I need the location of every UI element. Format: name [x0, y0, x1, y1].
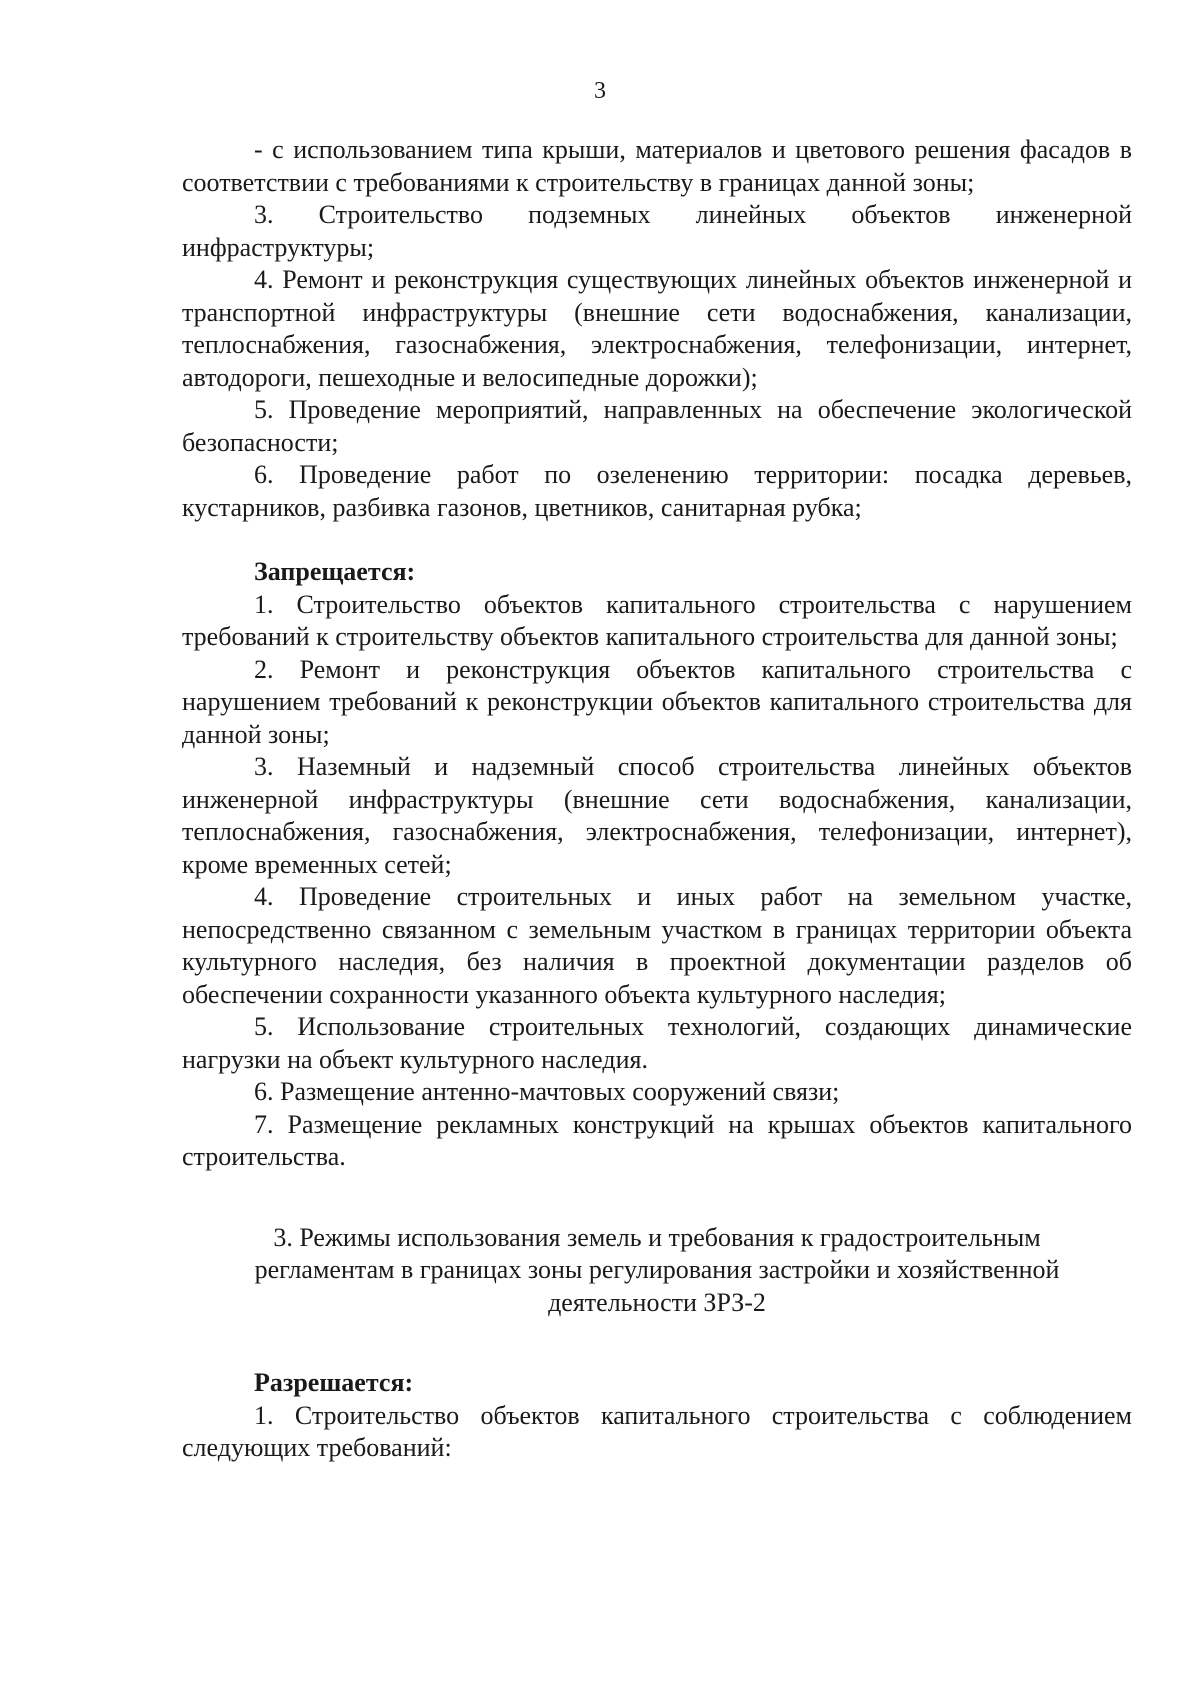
spacer — [182, 1174, 1132, 1222]
spacer — [182, 1319, 1132, 1367]
prohibited-item-1: 1. Строительство объектов капитального строительства с нарушением требований к строительству объектов капитального строительства для данной зоны; — [182, 589, 1132, 651]
section-3-title: 3. Режимы использования земель и требования к градостроительным регламентам в границах зоны регулирования застройки и хозяйственной деятельности ЗРЗ-2 — [254, 1222, 1060, 1317]
prohibited-item-2: 2. Ремонт и реконструкция объектов капитального строительства с нарушением требований к реконструкции объектов капитального строительства для данной зоны; — [182, 654, 1132, 749]
paragraph-roof-requirements: - с использованием типа крыши, материалов и цветового решения фасадов в соответствии с требованиями к строительству в границах данной зоны; — [182, 135, 1132, 197]
paragraph-item-3-underground: 3. Строительство подземных линейных объектов инженерной инфраструктуры; — [182, 200, 1132, 262]
permitted-item-1: 1. Строительство объектов капитального строительства с соблюдением следующих требований: — [182, 1400, 1132, 1462]
prohibited-item-7: 7. Размещение рекламных конструкций на крышах объектов капитального строительства. — [182, 1109, 1132, 1171]
page-number: 3 — [594, 78, 606, 104]
prohibited-item-5: 5. Использование строительных технологий, создающих динамические нагрузки на объект культурного наследия. — [182, 1012, 1132, 1074]
prohibited-item-4: 4. Проведение строительных и иных работ на земельном участке, непосредственно связанном с земельным участком в границах территории объекта культурного наследия, без наличия в проектной документации разделов об обеспечении сохранности указанного объекта культурного наследия; — [182, 882, 1132, 1009]
paragraph-item-6-landscaping: 6. Проведение работ по озеленению территории: посадка деревьев, кустарников, разбивка газонов, цветников, санитарная рубка; — [182, 460, 1132, 522]
prohibited-heading: Запрещается: — [254, 557, 416, 586]
prohibited-item-6: 6. Размещение антенно-мачтовых сооружений связи; — [254, 1077, 840, 1106]
prohibited-item-3: 3. Наземный и надземный способ строительства линейных объектов инженерной инфраструктуры (внешние сети водоснабжения, канализации, теплоснабжения, газоснабжения, электроснабжения, телефонизации, интернет), кроме временных сетей; — [182, 752, 1132, 879]
paragraph-item-5-ecology: 5. Проведение мероприятий, направленных на обеспечение экологической безопасности; — [182, 395, 1132, 457]
paragraph-item-4-repair: 4. Ремонт и реконструкция существующих линейных объектов инженерной и транспортной инфраструктуры (внешние сети водоснабжения, канализации, теплоснабжения, газоснабжения, электроснабжения, телефонизации, интернет, автодороги, пешеходные и велосипедные дорожки); — [182, 265, 1132, 392]
permitted-heading: Разрешается: — [254, 1368, 414, 1397]
document-body — [182, 134, 1132, 1465]
spacer — [182, 524, 1132, 556]
